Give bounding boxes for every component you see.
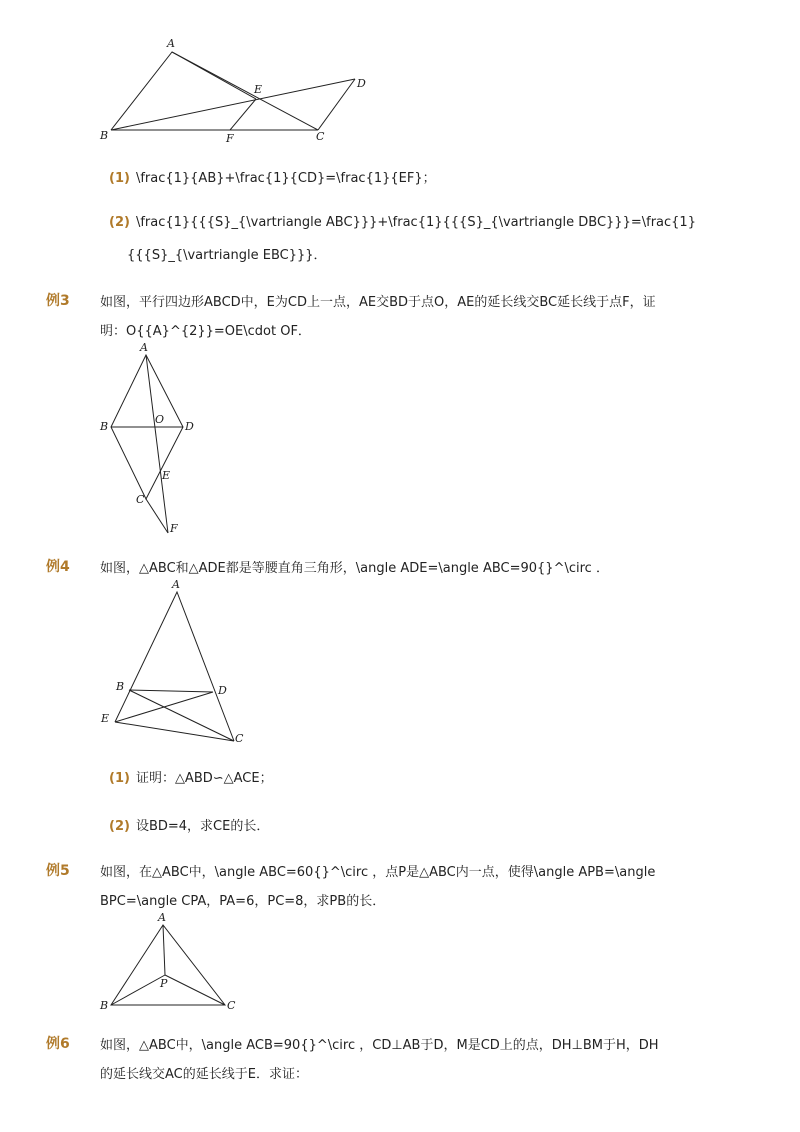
ex2-label-E: E xyxy=(254,83,263,96)
ex5-text-line1: 如图，在△ABC中，\angle ABC=60{}^\circ ，点P是△ABC内一点，使得\angle APB=\angle xyxy=(100,865,656,880)
ex2-part2-number: (2) xyxy=(109,215,130,230)
ex4-part1-number: (1) xyxy=(109,771,130,786)
ex6-label: 例6 xyxy=(46,1036,70,1052)
ex2-label-C: C xyxy=(316,130,325,143)
ex4-part2-number: (2) xyxy=(109,819,130,834)
ex4-label-A: A xyxy=(172,578,180,591)
ex3-label-O: O xyxy=(155,413,165,426)
ex3-label-E: E xyxy=(162,469,171,482)
ex4-label-D: D xyxy=(218,684,227,697)
ex5-label-A: A xyxy=(158,911,166,924)
ex5-line-AP xyxy=(163,925,165,975)
ex5-triangle-ABC xyxy=(111,925,225,1005)
ex6-text-line1: 如图，△ABC中，\angle ACB=90{}^\circ ，CD⊥AB于D，M是CD上的点，DH⊥BM于H，DH xyxy=(100,1038,659,1053)
ex2-label-B: B xyxy=(100,129,109,142)
ex5-line-CP xyxy=(165,975,225,1005)
ex3-text-line1: 如图，平行四边形ABCD中，E为CD上一点，AE交BD于点O，AE的延长线交BC延长线于点F，证 xyxy=(100,295,656,310)
ex3-label-C: C xyxy=(136,493,145,506)
ex5-label-P: P xyxy=(160,977,168,990)
ex2-label-F: F xyxy=(226,132,234,145)
ex3-label: 例3 xyxy=(46,293,70,309)
ex3-label-D: D xyxy=(185,420,194,433)
ex4-label: 例4 xyxy=(46,559,70,575)
ex2-part1-number: (1) xyxy=(109,171,130,186)
ex2-label-D: D xyxy=(357,77,366,90)
ex2-part2-text-a: \frac{1}{{{S}_{\vartriangle ABC}}}+\frac{1}{{{S}_{\vartriangle DBC}}}=\frac{1} xyxy=(135,215,696,230)
ex2-label-A: A xyxy=(167,37,175,50)
ex5-label-C: C xyxy=(227,999,236,1012)
ex3-text-line2: 明：O{{A}^{2}}=OE\cdot OF． xyxy=(100,324,311,339)
ex4-label-C: C xyxy=(235,732,244,745)
ex2-part1-text: \frac{1}{AB}+\frac{1}{CD}=\frac{1}{EF}； xyxy=(135,171,436,186)
ex5-text-line2: BPC=\angle CPA，PA=6，PC=8，求PB的长． xyxy=(100,894,386,909)
ex4-part1-text: 证明：△ABD∽△ACE； xyxy=(135,771,273,786)
ex4-text-line1: 如图，△ABC和△ADE都是等腰直角三角形，\angle ADE=\angle ABC=90{}^\circ ． xyxy=(100,561,609,576)
ex3-label-A: A xyxy=(140,341,148,354)
ex3-label-F: F xyxy=(170,522,178,535)
ex4-part2-text: 设BD=4，求CE的长． xyxy=(135,819,270,834)
ex4-label-B: B xyxy=(116,680,125,693)
ex5-line-BP xyxy=(111,975,165,1005)
ex2-part2-cont: {{{S}_{\vartriangle EBC}}}． xyxy=(127,248,327,263)
ex6-text-line2: 的延长线交AC的延长线于E．求证： xyxy=(100,1067,308,1082)
ex5-label: 例5 xyxy=(46,863,70,879)
ex4-label-E: E xyxy=(101,712,110,725)
ex3-label-B: B xyxy=(100,420,109,433)
ex5-label-B: B xyxy=(100,999,109,1012)
